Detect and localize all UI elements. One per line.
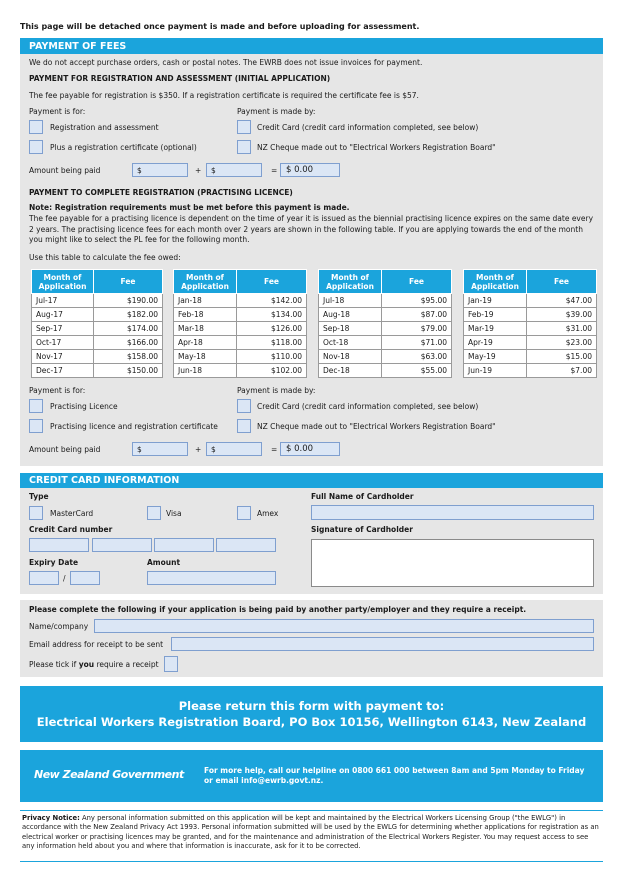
month-cell: Jan-19 — [464, 294, 527, 308]
fee-table-1 — [31, 269, 163, 378]
visa-checkbox[interactable] — [147, 506, 161, 520]
practising-payment-for-label: Payment is for: — [29, 386, 86, 395]
month-cell: Mar-18 — [174, 322, 237, 336]
month-cell: Dec-18 — [319, 364, 382, 378]
registration-heading: PAYMENT FOR REGISTRATION AND ASSESSMENT (INITIAL APPLICATION) — [29, 74, 331, 83]
fee-cell: $87.00 — [382, 308, 452, 322]
registration-total-value: $ 0.00 — [286, 165, 314, 175]
fee-cell: $174.00 — [94, 322, 163, 336]
registration-payment-for-label: Payment is for: — [29, 107, 86, 116]
col-month-header: Month of Application — [174, 270, 237, 294]
table-row — [464, 294, 597, 308]
privacy-divider-top — [20, 810, 603, 811]
registration-cheque-checkbox[interactable] — [237, 140, 251, 154]
registration-assessment-checkbox[interactable] — [29, 120, 43, 134]
table-row — [174, 294, 307, 308]
return-line-1: Please return this form with payment to: — [178, 699, 445, 713]
card-number-group-3[interactable] — [154, 538, 214, 552]
col-fee-header: Fee — [94, 270, 163, 294]
practising-amount-input-2[interactable] — [206, 442, 262, 456]
practising-credit-card-checkbox[interactable] — [237, 399, 251, 413]
month-cell: Dec-17 — [32, 364, 94, 378]
mastercard-label: MasterCard — [50, 509, 94, 518]
practising-cheque-checkbox[interactable] — [237, 419, 251, 433]
table-row — [174, 364, 307, 378]
table-row — [174, 308, 307, 322]
table-intro: Use this table to calculate the fee owed: — [29, 253, 181, 262]
practising-amount-label: Amount being paid — [29, 445, 101, 454]
practising-option-1-label: Practising Licence — [50, 402, 118, 411]
table-row — [319, 308, 452, 322]
month-cell: Jun-19 — [464, 364, 527, 378]
col-fee-header: Fee — [237, 270, 307, 294]
table-row — [464, 364, 597, 378]
fee-cell: $118.00 — [237, 336, 307, 350]
fee-cell: $23.00 — [527, 336, 597, 350]
practising-certificate-checkbox[interactable] — [29, 419, 43, 433]
fee-cell: $47.00 — [527, 294, 597, 308]
card-header: CREDIT CARD INFORMATION — [20, 473, 603, 488]
tick-label-bold: you — [78, 660, 95, 669]
card-amount-input[interactable] — [147, 571, 276, 585]
table-row — [319, 322, 452, 336]
card-number-group-2[interactable] — [92, 538, 152, 552]
registration-certificate-checkbox[interactable] — [29, 140, 43, 154]
table-row — [319, 350, 452, 364]
table-row — [32, 364, 163, 378]
month-cell: Sep-18 — [319, 322, 382, 336]
practising-option-2-label: Practising licence and registration certificate — [50, 422, 218, 431]
help-line-1: For more help, call our helpline on 0800 661 000 between 8am and 5pm Monday to Friday — [204, 766, 585, 775]
nz-government-logo: New Zealand Government — [34, 768, 184, 781]
registration-method-2-label: NZ Cheque made out to "Electrical Workers Registration Board" — [257, 143, 496, 152]
tick-label-post: require a receipt — [94, 660, 159, 669]
practising-heading: PAYMENT TO COMPLETE REGISTRATION (PRACTISING LICENCE) — [29, 188, 293, 197]
expiry-year-input[interactable] — [70, 571, 100, 585]
registration-credit-card-checkbox[interactable] — [237, 120, 251, 134]
month-cell: Aug-17 — [32, 308, 94, 322]
practising-total-value: $ 0.00 — [286, 444, 314, 454]
month-cell: Aug-18 — [319, 308, 382, 322]
fee-table-3 — [318, 269, 452, 378]
registration-amount-input-1[interactable] — [132, 163, 188, 177]
month-cell: Jan-18 — [174, 294, 237, 308]
practising-fee-text: The fee payable for a practising licence is dependent on the time of year it is issued as the biennial practising licence expires on the same date every 2 years. The practising licence fees for each month over 2 years are shown in the following table. If you are applying towards the end of the month you might like to select the PL fee for the following month. — [29, 214, 594, 244]
fee-cell: $142.00 — [237, 294, 307, 308]
fee-table-4 — [463, 269, 597, 378]
col-month-header: Month of Application — [32, 270, 94, 294]
table-row — [464, 336, 597, 350]
fee-cell: $102.00 — [237, 364, 307, 378]
plus-sign: + — [195, 166, 202, 175]
help-line-2: or email info@ewrb.govt.nz. — [204, 776, 324, 785]
dollar-sign: $ — [137, 166, 142, 175]
plus-sign: + — [195, 445, 202, 454]
table-row — [319, 364, 452, 378]
practising-payment-method-label: Payment is made by: — [237, 386, 316, 395]
fee-cell: $7.00 — [527, 364, 597, 378]
fee-cell: $55.00 — [382, 364, 452, 378]
table-row — [32, 322, 163, 336]
tick-label-pre: Please tick if — [29, 660, 79, 669]
month-cell: Jul-17 — [32, 294, 94, 308]
fee-cell: $158.00 — [94, 350, 163, 364]
receipt-name-input[interactable] — [94, 619, 594, 633]
month-cell: Oct-17 — [32, 336, 94, 350]
registration-payment-method-label: Payment is made by: — [237, 107, 316, 116]
registration-fee-text: The fee payable for registration is $350. If a registration certificate is required the certificate fee is $57. — [29, 91, 419, 100]
table-row — [32, 294, 163, 308]
month-cell: Apr-18 — [174, 336, 237, 350]
amex-checkbox[interactable] — [237, 506, 251, 520]
expiry-slash: / — [63, 574, 66, 583]
fee-cell: $182.00 — [94, 308, 163, 322]
fees-intro: We do not accept purchase orders, cash or postal notes. The EWRB does not issue invoices for payment. — [29, 58, 423, 67]
fee-table-2 — [173, 269, 307, 378]
table-row — [319, 336, 452, 350]
month-cell: Feb-19 — [464, 308, 527, 322]
top-note: This page will be detached once payment is made and before uploading for assessment. — [20, 22, 420, 31]
month-cell: May-19 — [464, 350, 527, 364]
fee-cell: $166.00 — [94, 336, 163, 350]
receipt-tick-label — [29, 660, 159, 669]
receipt-name-label: Name/company — [29, 622, 89, 631]
card-amount-label: Amount — [147, 558, 181, 567]
card-type-label: Type — [29, 492, 49, 501]
col-fee-header: Fee — [527, 270, 597, 294]
month-cell: Feb-18 — [174, 308, 237, 322]
table-row — [174, 322, 307, 336]
fee-cell: $134.00 — [237, 308, 307, 322]
card-number-label: Credit Card number — [29, 525, 113, 534]
dollar-sign: $ — [211, 445, 216, 454]
fee-cell: $126.00 — [237, 322, 307, 336]
privacy-notice — [22, 814, 602, 852]
registration-amount-label: Amount being paid — [29, 166, 101, 175]
dollar-sign: $ — [211, 166, 216, 175]
fee-cell: $79.00 — [382, 322, 452, 336]
fee-cell: $150.00 — [94, 364, 163, 378]
registration-method-1-label: Credit Card (credit card information completed, see below) — [257, 123, 479, 132]
fee-cell: $63.00 — [382, 350, 452, 364]
fee-cell: $15.00 — [527, 350, 597, 364]
registration-option-2-label: Plus a registration certificate (optional) — [50, 143, 197, 152]
receipt-email-input[interactable] — [171, 637, 594, 651]
return-banner — [20, 686, 603, 742]
amex-label: Amex — [257, 509, 279, 518]
privacy-text: Any personal information submitted on this application will be kept and maintained by the Electrical Workers Licensing Group ("the EWLG") in accordance with the New Zealand Privacy Act 1993. Personal information submitted will be used by the EWLG for determining whether applications for registration as an electrical worker or practising licences may be granted, and for the maintenance and administration of the Electrical Workers Register. You may request access to see any information held about you and where that information is inaccurate, ask for it to be corrected. — [22, 814, 599, 851]
practising-licence-checkbox[interactable] — [29, 399, 43, 413]
registration-total-field[interactable] — [280, 163, 340, 177]
privacy-label: Privacy Notice: — [22, 814, 80, 822]
practising-total-field[interactable] — [280, 442, 340, 456]
registration-option-1-label: Registration and assessment — [50, 123, 159, 132]
month-cell: Jun-18 — [174, 364, 237, 378]
table-row — [32, 350, 163, 364]
table-row — [319, 294, 452, 308]
signature-box[interactable] — [311, 539, 594, 587]
month-cell: Jul-18 — [319, 294, 382, 308]
fees-header: PAYMENT OF FEES — [20, 38, 603, 54]
cardholder-name-input[interactable] — [311, 505, 594, 520]
footer-banner — [20, 750, 603, 802]
fee-cell: $110.00 — [237, 350, 307, 364]
practising-method-1-label: Credit Card (credit card information completed, see below) — [257, 402, 479, 411]
cardholder-name-label: Full Name of Cardholder — [311, 492, 414, 501]
month-cell: Mar-19 — [464, 322, 527, 336]
col-fee-header: Fee — [382, 270, 452, 294]
table-row — [174, 336, 307, 350]
expiry-label: Expiry Date — [29, 558, 79, 567]
fee-cell: $31.00 — [527, 322, 597, 336]
dollar-sign: $ — [137, 445, 142, 454]
table-row — [464, 350, 597, 364]
signature-label: Signature of Cardholder — [311, 525, 413, 534]
equals-sign: = — [271, 445, 278, 454]
card-number-group-4[interactable] — [216, 538, 276, 552]
card-number-group-1[interactable] — [29, 538, 89, 552]
visa-label: Visa — [166, 509, 182, 518]
fee-cell: $95.00 — [382, 294, 452, 308]
practising-method-2-label: NZ Cheque made out to "Electrical Workers Registration Board" — [257, 422, 496, 431]
col-month-header: Month of Application — [464, 270, 527, 294]
month-cell: Nov-17 — [32, 350, 94, 364]
expiry-month-input[interactable] — [29, 571, 59, 585]
registration-amount-input-2[interactable] — [206, 163, 262, 177]
month-cell: Oct-18 — [319, 336, 382, 350]
month-cell: May-18 — [174, 350, 237, 364]
practising-note: Note: Registration requirements must be met before this payment is made. — [29, 203, 350, 212]
fee-cell: $71.00 — [382, 336, 452, 350]
month-cell: Nov-18 — [319, 350, 382, 364]
mastercard-checkbox[interactable] — [29, 506, 43, 520]
month-cell: Apr-19 — [464, 336, 527, 350]
receipt-tick-checkbox[interactable] — [164, 656, 178, 672]
fee-cell: $39.00 — [527, 308, 597, 322]
practising-amount-input-1[interactable] — [132, 442, 188, 456]
fee-cell: $190.00 — [94, 294, 163, 308]
table-row — [464, 308, 597, 322]
table-row — [464, 322, 597, 336]
receipt-email-label: Email address for receipt to be sent — [29, 640, 164, 649]
table-row — [174, 350, 307, 364]
table-row — [32, 336, 163, 350]
return-line-2: Electrical Workers Registration Board, PO Box 10156, Wellington 6143, New Zealand — [36, 715, 587, 729]
month-cell: Sep-17 — [32, 322, 94, 336]
receipt-heading: Please complete the following if your application is being paid by another party/employer and they require a receipt. — [29, 605, 527, 614]
privacy-divider-bottom — [20, 861, 603, 862]
footer-help — [204, 766, 584, 786]
equals-sign: = — [271, 166, 278, 175]
table-row — [32, 308, 163, 322]
col-month-header: Month of Application — [319, 270, 382, 294]
